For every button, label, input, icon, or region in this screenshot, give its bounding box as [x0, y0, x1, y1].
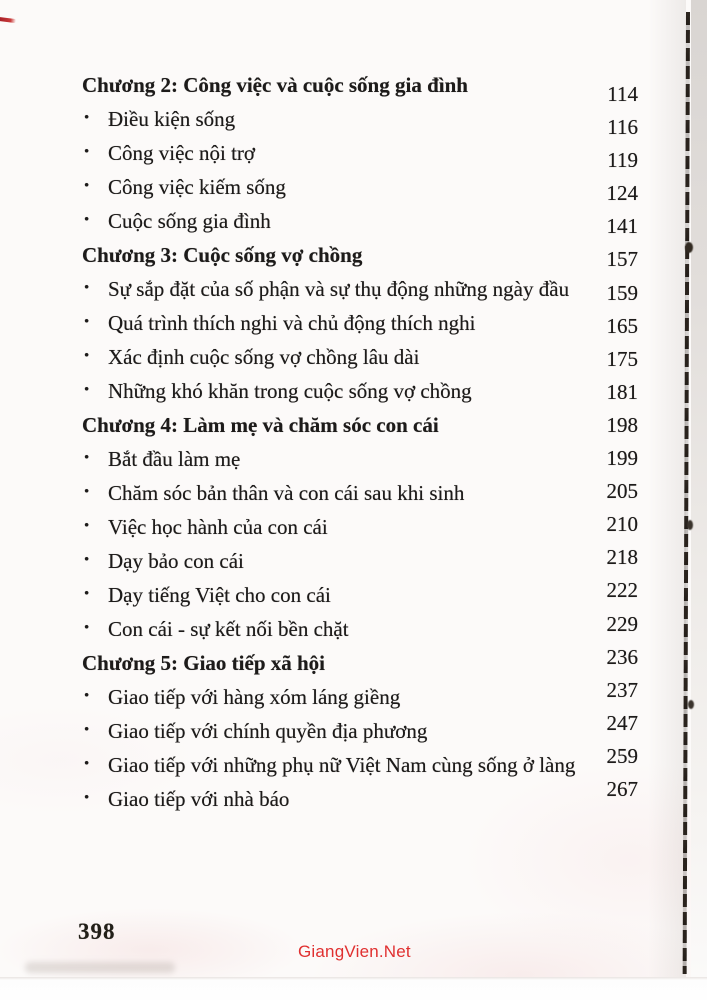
entry-page-number: 141	[606, 214, 638, 238]
entry-title: Những khó khăn trong cuộc sống vợ chồng	[108, 379, 472, 403]
page-number: 398	[78, 919, 116, 944]
bullet-icon: •	[84, 552, 90, 568]
toc-entry-row	[82, 711, 638, 748]
entry-title: Giao tiếp với chính quyền địa phương	[108, 719, 428, 743]
entry-title: Chăm sóc bản thân và con cái sau khi sinh	[108, 481, 465, 505]
entry-page-number: 267	[606, 777, 638, 801]
watermark: GiangVien.Net	[298, 942, 411, 961]
entry-page-number: 205	[606, 479, 638, 503]
toc-entry-row	[82, 510, 638, 544]
entry-page-number: 247	[606, 711, 638, 735]
bullet-icon: •	[84, 722, 90, 738]
toc-entry-row	[82, 544, 638, 578]
toc-entry-row	[82, 744, 638, 782]
entry-title: Điều kiện sống	[108, 107, 236, 131]
toc-entry-row	[82, 204, 638, 238]
toc-entry-row	[82, 612, 638, 646]
bullet-icon: •	[84, 314, 90, 330]
bullet-icon: •	[84, 144, 90, 160]
scan-smudge	[25, 962, 175, 973]
chapter-title: Chương 2: Công việc và cuộc sống gia đình	[82, 73, 468, 97]
bullet-icon: •	[84, 348, 90, 364]
entry-page-number: 116	[607, 115, 638, 139]
toc-entry-row	[82, 136, 638, 170]
entry-title: Công việc nội trợ	[108, 141, 255, 165]
entry-page-number: 114	[607, 82, 638, 106]
table-of-contents	[82, 68, 638, 816]
entry-title: Giao tiếp với hàng xóm láng giềng	[108, 685, 401, 709]
entry-page-number: 181	[606, 380, 638, 404]
bullet-icon: •	[84, 178, 90, 194]
toc-entry-row	[82, 578, 638, 612]
page-edge-shadow	[648, 0, 686, 978]
entry-page-number: 259	[606, 744, 638, 768]
entry-title: Sự sắp đặt của số phận và sự thụ động những ngày đầu	[108, 277, 570, 301]
entry-title: Con cái - sự kết nối bền chặt	[108, 617, 349, 641]
entry-page-number: 119	[607, 148, 638, 172]
toc-entry-row	[82, 272, 638, 306]
binding-stain	[687, 520, 693, 530]
toc-entry-row	[82, 476, 638, 510]
toc-entry-row	[82, 680, 638, 714]
toc-entry-row	[82, 102, 638, 139]
bullet-icon: •	[84, 518, 90, 534]
bullet-icon: •	[84, 110, 90, 126]
bullet-icon: •	[84, 790, 90, 806]
toc-entry-row	[82, 306, 638, 340]
bullet-icon: •	[84, 756, 90, 772]
entry-page-number: 159	[606, 281, 638, 305]
toc-entry-row	[82, 442, 638, 476]
entry-title: Giao tiếp với nhà báo	[108, 787, 290, 811]
entry-page-number: 157	[606, 247, 638, 271]
entry-page-number: 236	[606, 645, 638, 669]
scan-bottom-edge	[0, 977, 707, 1000]
toc-entry-row	[82, 777, 638, 816]
entry-title: Dạy tiếng Việt cho con cái	[108, 583, 331, 607]
page-edge-strip	[691, 0, 707, 978]
entry-title: Việc học hành của con cái	[108, 515, 328, 539]
bullet-icon: •	[84, 382, 90, 398]
entry-title: Xác định cuộc sống vợ chồng lâu dài	[108, 345, 420, 369]
entry-page-number: 175	[606, 347, 638, 371]
toc-chapter-row	[82, 68, 638, 106]
entry-title: Công việc kiếm sống	[108, 175, 286, 199]
entry-page-number: 199	[606, 446, 638, 470]
entry-page-number: 165	[606, 314, 638, 338]
entry-page-number: 124	[606, 181, 638, 205]
entry-title: Bắt đầu làm mẹ	[108, 447, 241, 471]
toc-entry-row	[82, 170, 638, 204]
entry-title: Dạy bảo con cái	[108, 549, 244, 573]
entry-title: Cuộc sống gia đình	[108, 209, 271, 233]
chapter-title: Chương 4: Làm mẹ và chăm sóc con cái	[82, 413, 439, 437]
entry-page-number: 229	[606, 612, 638, 636]
entry-page-number: 198	[606, 413, 638, 437]
chapter-title: Chương 5: Giao tiếp xã hội	[82, 651, 326, 675]
bullet-icon: •	[84, 212, 90, 228]
bullet-icon: •	[84, 586, 90, 602]
toc-chapter-row	[82, 646, 638, 680]
entry-page-number: 237	[606, 678, 638, 702]
entry-page-number: 210	[606, 512, 638, 536]
toc-chapter-row	[82, 408, 638, 442]
chapter-title: Chương 3: Cuộc sống vợ chồng	[82, 243, 363, 267]
entry-title: Giao tiếp với những phụ nữ Việt Nam cùng sống ở làng	[108, 753, 576, 777]
red-pen-mark-icon	[0, 17, 16, 23]
bullet-icon: •	[84, 688, 90, 704]
binding-stain	[688, 700, 694, 709]
bullet-icon: •	[84, 450, 90, 466]
binding-stain	[685, 242, 693, 253]
entry-page-number: 218	[606, 545, 638, 569]
toc-entry-row	[82, 374, 638, 408]
bullet-icon: •	[84, 620, 90, 636]
entry-page-number: 222	[606, 578, 638, 602]
toc-entry-row	[82, 340, 638, 374]
entry-title: Quá trình thích nghi và chủ động thích nghi	[108, 311, 476, 335]
bullet-icon: •	[84, 484, 90, 500]
bullet-icon: •	[84, 280, 90, 296]
toc-chapter-row	[82, 238, 638, 272]
